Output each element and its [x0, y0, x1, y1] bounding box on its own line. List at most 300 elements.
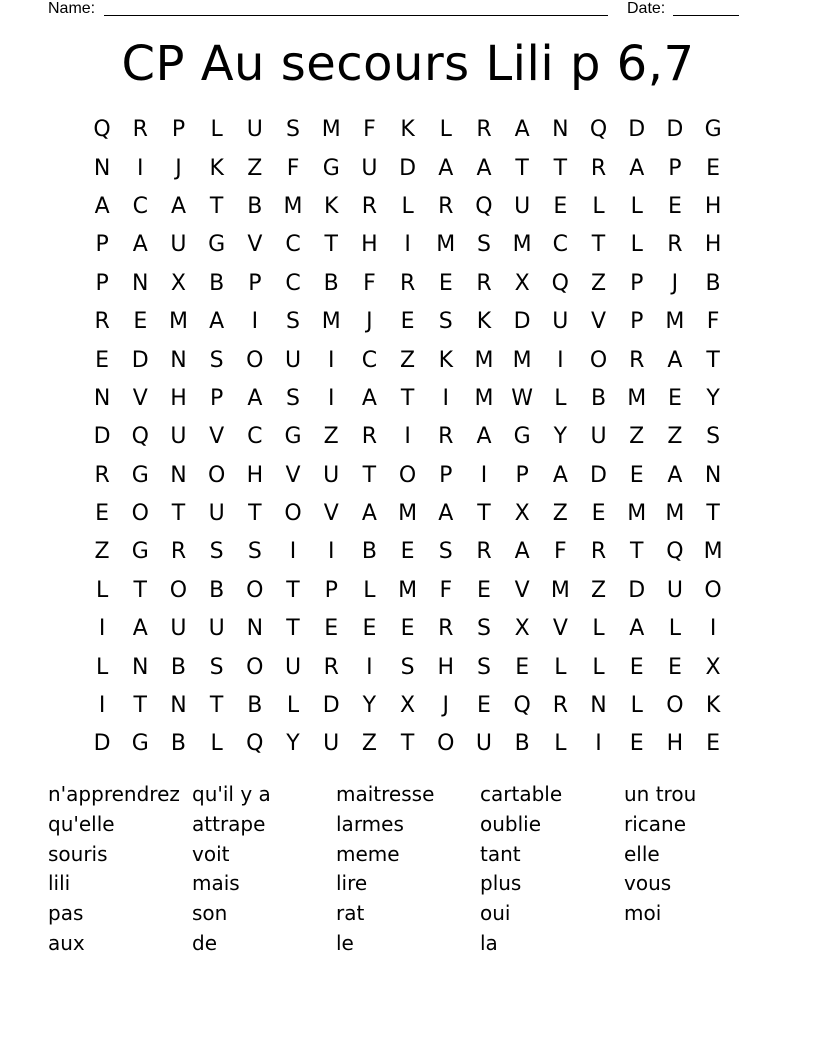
- grid-letter[interactable]: A: [514, 117, 530, 143]
- grid-letter[interactable]: E: [133, 309, 148, 335]
- grid-letter[interactable]: T: [629, 539, 644, 565]
- name-field-line[interactable]: [104, 15, 608, 16]
- grid-letter[interactable]: G: [322, 155, 340, 181]
- grid-letter[interactable]: L: [210, 731, 223, 757]
- grid-letter[interactable]: N: [590, 693, 607, 719]
- grid-letter[interactable]: Q: [131, 424, 149, 450]
- grid-letter[interactable]: P: [210, 385, 224, 411]
- grid-letter[interactable]: L: [95, 577, 109, 603]
- grid-letter[interactable]: F: [706, 309, 720, 335]
- grid-letter[interactable]: I: [366, 654, 373, 680]
- grid-letter[interactable]: N: [704, 462, 722, 488]
- grid-letter[interactable]: M: [436, 232, 456, 258]
- grid-letter[interactable]: L: [210, 117, 223, 143]
- grid-letter[interactable]: S: [476, 232, 491, 258]
- grid-letter[interactable]: S: [476, 654, 491, 680]
- grid-letter[interactable]: E: [591, 501, 606, 527]
- grid-letter[interactable]: R: [438, 193, 454, 219]
- grid-letter[interactable]: U: [208, 501, 225, 527]
- grid-letter[interactable]: M: [474, 385, 494, 411]
- grid-letter[interactable]: O: [589, 347, 608, 373]
- grid-letter[interactable]: I: [289, 539, 297, 565]
- grid-letter[interactable]: L: [668, 616, 682, 642]
- grid-letter[interactable]: T: [706, 347, 720, 373]
- grid-letter[interactable]: F: [439, 577, 453, 603]
- grid-letter[interactable]: L: [592, 654, 605, 680]
- grid-letter[interactable]: A: [438, 155, 454, 181]
- grid-letter[interactable]: R: [399, 270, 416, 296]
- grid-letter[interactable]: T: [248, 501, 262, 527]
- grid-letter[interactable]: B: [514, 731, 530, 757]
- grid-letter[interactable]: D: [131, 347, 149, 373]
- grid-letter[interactable]: I: [595, 731, 602, 757]
- grid-letter[interactable]: T: [133, 577, 147, 603]
- word-bank-item: oui: [480, 901, 511, 926]
- grid-letter[interactable]: A: [438, 501, 454, 527]
- grid-letter[interactable]: M: [398, 501, 418, 527]
- grid-letter[interactable]: G: [131, 462, 149, 488]
- grid-letter[interactable]: Q: [93, 117, 111, 143]
- grid-letter[interactable]: U: [284, 654, 302, 680]
- word-bank-item: cartable: [480, 782, 563, 806]
- grid-letter[interactable]: O: [398, 462, 417, 488]
- grid-letter[interactable]: L: [554, 385, 567, 411]
- grid-letter[interactable]: R: [590, 155, 607, 181]
- grid-letter[interactable]: B: [247, 693, 263, 719]
- grid-letter[interactable]: E: [477, 693, 491, 719]
- grid-letter[interactable]: A: [209, 309, 225, 335]
- grid-letter[interactable]: T: [286, 616, 300, 642]
- grid-letter[interactable]: S: [400, 654, 415, 680]
- grid-letter[interactable]: Z: [94, 539, 110, 565]
- grid-letter[interactable]: M: [398, 577, 418, 603]
- grid-letter[interactable]: R: [476, 117, 492, 143]
- grid-letter[interactable]: I: [98, 693, 106, 719]
- grid-letter[interactable]: P: [324, 577, 338, 603]
- grid-letter[interactable]: S: [476, 616, 491, 642]
- grid-letter[interactable]: P: [171, 117, 186, 143]
- word-bank-item: souris: [48, 841, 108, 866]
- grid-letter[interactable]: X: [705, 654, 721, 680]
- grid-letter[interactable]: Z: [361, 731, 377, 757]
- grid-letter[interactable]: E: [324, 616, 339, 642]
- grid-letter[interactable]: U: [514, 193, 531, 219]
- grid-letter[interactable]: D: [93, 731, 111, 757]
- grid-letter[interactable]: M: [512, 347, 532, 373]
- grid-letter[interactable]: A: [170, 193, 186, 219]
- grid-letter[interactable]: U: [246, 117, 263, 143]
- grid-letter[interactable]: U: [666, 577, 683, 603]
- grid-letter[interactable]: E: [95, 501, 110, 527]
- grid-letter[interactable]: G: [513, 424, 531, 450]
- grid-letter[interactable]: Q: [589, 117, 608, 143]
- grid-letter[interactable]: E: [667, 654, 682, 680]
- grid-letter[interactable]: U: [552, 309, 569, 335]
- grid-letter[interactable]: R: [476, 270, 492, 296]
- grid-letter[interactable]: D: [513, 309, 531, 335]
- grid-letter[interactable]: E: [438, 270, 453, 296]
- grid-letter[interactable]: T: [477, 501, 491, 527]
- grid-letter[interactable]: R: [94, 462, 110, 488]
- word-bank-item: ricane: [624, 811, 687, 836]
- grid-letter[interactable]: U: [590, 424, 607, 450]
- grid-letter[interactable]: U: [361, 155, 378, 181]
- grid-letter[interactable]: C: [552, 232, 569, 258]
- grid-letter[interactable]: U: [284, 347, 302, 373]
- grid-letter[interactable]: U: [323, 462, 340, 488]
- grid-letter[interactable]: A: [476, 155, 492, 181]
- grid-letter[interactable]: A: [132, 616, 148, 642]
- grid-letter[interactable]: I: [404, 424, 411, 450]
- grid-letter[interactable]: Z: [552, 501, 568, 527]
- grid-letter[interactable]: B: [590, 385, 607, 411]
- grid-letter[interactable]: N: [552, 117, 569, 143]
- grid-letter[interactable]: G: [284, 424, 302, 450]
- grid-letter[interactable]: H: [437, 654, 455, 680]
- grid-letter[interactable]: T: [515, 155, 529, 181]
- grid-letter[interactable]: Y: [553, 424, 568, 450]
- grid-letter[interactable]: M: [627, 501, 647, 527]
- grid-letter[interactable]: Q: [666, 539, 684, 565]
- grid-letter[interactable]: E: [706, 731, 721, 757]
- grid-letter[interactable]: V: [209, 424, 225, 450]
- grid-letter[interactable]: A: [629, 155, 645, 181]
- grid-letter[interactable]: V: [514, 577, 530, 603]
- grid-letter[interactable]: O: [207, 462, 226, 488]
- grid-letter[interactable]: U: [475, 731, 493, 757]
- grid-letter[interactable]: A: [552, 462, 568, 488]
- grid-letter[interactable]: R: [132, 117, 148, 143]
- grid-letter[interactable]: D: [628, 577, 646, 603]
- grid-letter[interactable]: S: [706, 424, 721, 450]
- grid-letter[interactable]: S: [209, 347, 224, 373]
- grid-letter[interactable]: U: [170, 616, 187, 642]
- grid-letter[interactable]: K: [400, 117, 415, 143]
- grid-letter[interactable]: H: [170, 385, 187, 411]
- grid-letter[interactable]: I: [251, 309, 259, 335]
- grid-letter[interactable]: O: [169, 577, 188, 603]
- grid-letter[interactable]: D: [322, 693, 340, 719]
- grid-letter[interactable]: N: [170, 347, 187, 373]
- grid-letter[interactable]: B: [209, 577, 225, 603]
- grid-letter[interactable]: N: [132, 654, 149, 680]
- grid-letter[interactable]: O: [437, 731, 455, 757]
- grid-letter[interactable]: N: [132, 270, 149, 296]
- grid-letter[interactable]: O: [246, 347, 264, 373]
- grid-letter[interactable]: Y: [286, 731, 300, 757]
- grid-letter[interactable]: A: [629, 616, 645, 642]
- grid-letter[interactable]: V: [285, 462, 301, 488]
- grid-letter[interactable]: T: [209, 693, 224, 719]
- grid-letter[interactable]: R: [361, 193, 378, 219]
- grid-letter[interactable]: D: [666, 117, 684, 143]
- date-field-line[interactable]: [673, 15, 739, 16]
- grid-letter[interactable]: M: [512, 232, 532, 258]
- grid-letter[interactable]: X: [400, 693, 416, 719]
- grid-letter[interactable]: L: [630, 693, 643, 719]
- grid-letter[interactable]: P: [95, 270, 109, 296]
- grid-letter[interactable]: T: [362, 462, 377, 488]
- grid-letter[interactable]: E: [400, 309, 415, 335]
- grid-letter[interactable]: Q: [246, 731, 264, 757]
- grid-letter[interactable]: T: [400, 385, 415, 411]
- grid-letter[interactable]: L: [630, 232, 643, 258]
- grid-letter[interactable]: M: [321, 309, 341, 335]
- grid-letter[interactable]: M: [283, 193, 303, 219]
- grid-letter[interactable]: Y: [362, 693, 377, 719]
- grid-letter[interactable]: R: [170, 539, 187, 565]
- grid-letter[interactable]: R: [438, 616, 454, 642]
- grid-letter[interactable]: M: [665, 501, 685, 527]
- grid-letter[interactable]: N: [170, 693, 187, 719]
- grid-letter[interactable]: G: [131, 731, 149, 757]
- grid-letter[interactable]: A: [667, 347, 683, 373]
- grid-letter[interactable]: P: [515, 462, 529, 488]
- grid-letter[interactable]: C: [285, 232, 301, 258]
- grid-letter[interactable]: X: [170, 270, 186, 296]
- grid-letter[interactable]: B: [247, 193, 263, 219]
- grid-letter[interactable]: R: [438, 424, 454, 450]
- grid-letter[interactable]: M: [665, 309, 685, 335]
- grid-letter[interactable]: T: [324, 232, 338, 258]
- grid-letter[interactable]: Z: [667, 424, 683, 450]
- grid-letter[interactable]: A: [476, 424, 492, 450]
- grid-letter[interactable]: X: [514, 270, 530, 296]
- grid-letter[interactable]: U: [170, 232, 187, 258]
- grid-letter[interactable]: I: [404, 232, 411, 258]
- grid-letter[interactable]: Q: [551, 270, 569, 296]
- grid-letter[interactable]: V: [552, 616, 568, 642]
- grid-letter[interactable]: L: [554, 654, 567, 680]
- grid-letter[interactable]: E: [477, 577, 491, 603]
- grid-letter[interactable]: Q: [475, 193, 493, 219]
- grid-letter[interactable]: L: [401, 193, 414, 219]
- grid-letter[interactable]: A: [132, 232, 148, 258]
- grid-letter[interactable]: B: [323, 270, 339, 296]
- grid-letter[interactable]: L: [592, 616, 605, 642]
- grid-letter[interactable]: O: [704, 577, 722, 603]
- word-column: [336, 780, 480, 959]
- grid-letter[interactable]: A: [361, 501, 377, 527]
- grid-letter[interactable]: R: [629, 347, 645, 373]
- grid-letter[interactable]: O: [246, 654, 264, 680]
- grid-letter[interactable]: T: [209, 193, 224, 219]
- grid-letter[interactable]: O: [284, 501, 302, 527]
- grid-letter[interactable]: B: [705, 270, 721, 296]
- grid-letter[interactable]: G: [704, 117, 722, 143]
- grid-letter[interactable]: J: [366, 309, 373, 335]
- grid-letter[interactable]: R: [667, 232, 683, 258]
- grid-letter[interactable]: K: [476, 309, 492, 335]
- grid-letter[interactable]: R: [94, 309, 110, 335]
- grid-letter[interactable]: E: [400, 616, 415, 642]
- grid-letter[interactable]: P: [630, 270, 644, 296]
- grid-letter[interactable]: H: [246, 462, 264, 488]
- grid-letter[interactable]: B: [170, 731, 187, 757]
- grid-letter[interactable]: K: [438, 347, 453, 373]
- grid-letter[interactable]: S: [438, 309, 453, 335]
- grid-letter[interactable]: Z: [590, 270, 607, 296]
- grid-letter[interactable]: E: [706, 155, 721, 181]
- grid-letter[interactable]: Q: [513, 693, 531, 719]
- grid-letter[interactable]: D: [399, 155, 417, 181]
- grid-letter[interactable]: T: [286, 577, 300, 603]
- grid-letter[interactable]: S: [247, 539, 262, 565]
- grid-letter[interactable]: W: [511, 385, 534, 411]
- grid-letter[interactable]: V: [132, 385, 148, 411]
- grid-letter[interactable]: C: [247, 424, 263, 450]
- grid-letter[interactable]: N: [170, 462, 187, 488]
- grid-letter[interactable]: L: [95, 654, 109, 680]
- grid-letter[interactable]: K: [209, 155, 224, 181]
- grid-letter[interactable]: N: [93, 155, 111, 181]
- grid-letter[interactable]: M: [474, 347, 494, 373]
- grid-letter[interactable]: J: [175, 155, 182, 181]
- grid-letter[interactable]: I: [98, 616, 106, 642]
- grid-letter[interactable]: U: [170, 424, 187, 450]
- grid-letter[interactable]: I: [327, 539, 335, 565]
- grid-letter[interactable]: F: [363, 117, 376, 143]
- grid-letter[interactable]: I: [327, 385, 335, 411]
- grid-letter[interactable]: M: [168, 309, 188, 335]
- grid-letter[interactable]: I: [480, 462, 488, 488]
- grid-letter[interactable]: X: [514, 616, 530, 642]
- grid-letter[interactable]: I: [557, 347, 564, 373]
- grid-letter[interactable]: L: [439, 117, 452, 143]
- grid-letter[interactable]: L: [630, 193, 643, 219]
- word-bank-item: oublie: [480, 811, 542, 836]
- grid-letter[interactable]: R: [590, 539, 607, 565]
- grid-letter[interactable]: G: [208, 232, 226, 258]
- grid-letter[interactable]: S: [286, 117, 301, 143]
- grid-letter[interactable]: I: [327, 347, 335, 373]
- grid-letter[interactable]: T: [553, 155, 568, 181]
- grid-letter[interactable]: E: [667, 193, 682, 219]
- grid-letter[interactable]: U: [323, 731, 340, 757]
- grid-letter[interactable]: J: [671, 270, 679, 296]
- grid-letter[interactable]: B: [361, 539, 377, 565]
- grid-letter[interactable]: N: [93, 385, 111, 411]
- grid-letter[interactable]: C: [132, 193, 148, 219]
- grid-letter[interactable]: T: [171, 501, 186, 527]
- grid-letter[interactable]: B: [209, 270, 225, 296]
- grid-letter[interactable]: M: [703, 539, 723, 565]
- grid-letter[interactable]: Z: [590, 577, 607, 603]
- grid-letter[interactable]: D: [628, 117, 646, 143]
- grid-letter[interactable]: P: [668, 155, 682, 181]
- grid-letter[interactable]: A: [361, 385, 377, 411]
- grid-letter[interactable]: L: [286, 693, 300, 719]
- grid-letter[interactable]: E: [629, 654, 644, 680]
- grid-letter[interactable]: M: [550, 577, 570, 603]
- grid-letter[interactable]: E: [362, 616, 377, 642]
- grid-letter[interactable]: R: [476, 539, 492, 565]
- grid-letter[interactable]: R: [323, 654, 339, 680]
- grid-letter[interactable]: X: [514, 501, 530, 527]
- grid-letter[interactable]: E: [629, 731, 644, 757]
- grid-letter[interactable]: D: [590, 462, 607, 488]
- grid-letter[interactable]: E: [95, 347, 110, 373]
- grid-letter[interactable]: A: [514, 539, 530, 565]
- grid-letter[interactable]: B: [170, 654, 187, 680]
- grid-letter[interactable]: F: [554, 539, 567, 565]
- grid-letter[interactable]: Z: [629, 424, 645, 450]
- grid-letter[interactable]: M: [627, 385, 647, 411]
- grid-letter[interactable]: H: [361, 232, 378, 258]
- grid-letter[interactable]: O: [131, 501, 149, 527]
- grid-letter[interactable]: P: [439, 462, 453, 488]
- grid-letter[interactable]: G: [131, 539, 149, 565]
- grid-letter[interactable]: L: [592, 193, 605, 219]
- grid-letter[interactable]: P: [248, 270, 262, 296]
- grid-letter[interactable]: E: [553, 193, 568, 219]
- grid-letter[interactable]: C: [285, 270, 301, 296]
- date-label: Date:: [627, 0, 666, 17]
- grid-letter[interactable]: K: [324, 193, 339, 219]
- grid-letter[interactable]: S: [209, 654, 224, 680]
- grid-letter[interactable]: D: [93, 424, 111, 450]
- grid-letter[interactable]: S: [438, 539, 453, 565]
- grid-letter[interactable]: S: [209, 539, 224, 565]
- grid-letter[interactable]: E: [515, 654, 530, 680]
- word-column: [48, 780, 192, 959]
- grid-letter[interactable]: O: [246, 577, 264, 603]
- grid-letter[interactable]: H: [666, 731, 684, 757]
- grid-letter[interactable]: H: [704, 232, 722, 258]
- grid-letter[interactable]: Y: [706, 385, 720, 411]
- grid-letter[interactable]: F: [286, 155, 300, 181]
- grid-letter[interactable]: T: [706, 501, 720, 527]
- grid-letter[interactable]: V: [323, 501, 339, 527]
- grid-letter[interactable]: I: [137, 155, 144, 181]
- grid-letter[interactable]: L: [363, 577, 376, 603]
- grid-letter[interactable]: J: [442, 693, 450, 719]
- grid-letter[interactable]: P: [95, 232, 109, 258]
- grid-letter[interactable]: T: [400, 731, 415, 757]
- grid-letter[interactable]: R: [361, 424, 378, 450]
- word-column: [624, 780, 768, 959]
- grid-letter[interactable]: S: [286, 385, 301, 411]
- grid-letter[interactable]: E: [667, 385, 682, 411]
- grid-letter[interactable]: A: [94, 193, 110, 219]
- grid-letter[interactable]: L: [554, 731, 567, 757]
- grid-letter[interactable]: V: [247, 232, 263, 258]
- grid-letter[interactable]: I: [709, 616, 717, 642]
- grid-letter[interactable]: S: [286, 309, 301, 335]
- grid-letter[interactable]: Z: [400, 347, 416, 373]
- grid-letter[interactable]: M: [321, 117, 341, 143]
- grid-letter[interactable]: R: [552, 693, 568, 719]
- grid-letter[interactable]: E: [629, 462, 644, 488]
- grid-letter[interactable]: O: [666, 693, 684, 719]
- grid-letter[interactable]: Z: [323, 424, 339, 450]
- grid-letter[interactable]: N: [246, 616, 264, 642]
- grid-letter[interactable]: V: [591, 309, 607, 335]
- grid-letter[interactable]: T: [591, 232, 606, 258]
- grid-letter[interactable]: P: [630, 309, 644, 335]
- grid-letter[interactable]: T: [133, 693, 147, 719]
- grid-letter[interactable]: Z: [247, 155, 263, 181]
- grid-letter[interactable]: E: [400, 539, 415, 565]
- grid-letter[interactable]: K: [705, 693, 721, 719]
- grid-letter[interactable]: H: [704, 193, 722, 219]
- grid-letter[interactable]: A: [667, 462, 683, 488]
- grid-letter[interactable]: F: [363, 270, 376, 296]
- grid-letter[interactable]: A: [247, 385, 263, 411]
- grid-letter[interactable]: I: [442, 385, 450, 411]
- grid-letter[interactable]: C: [361, 347, 378, 373]
- grid-letter[interactable]: U: [208, 616, 225, 642]
